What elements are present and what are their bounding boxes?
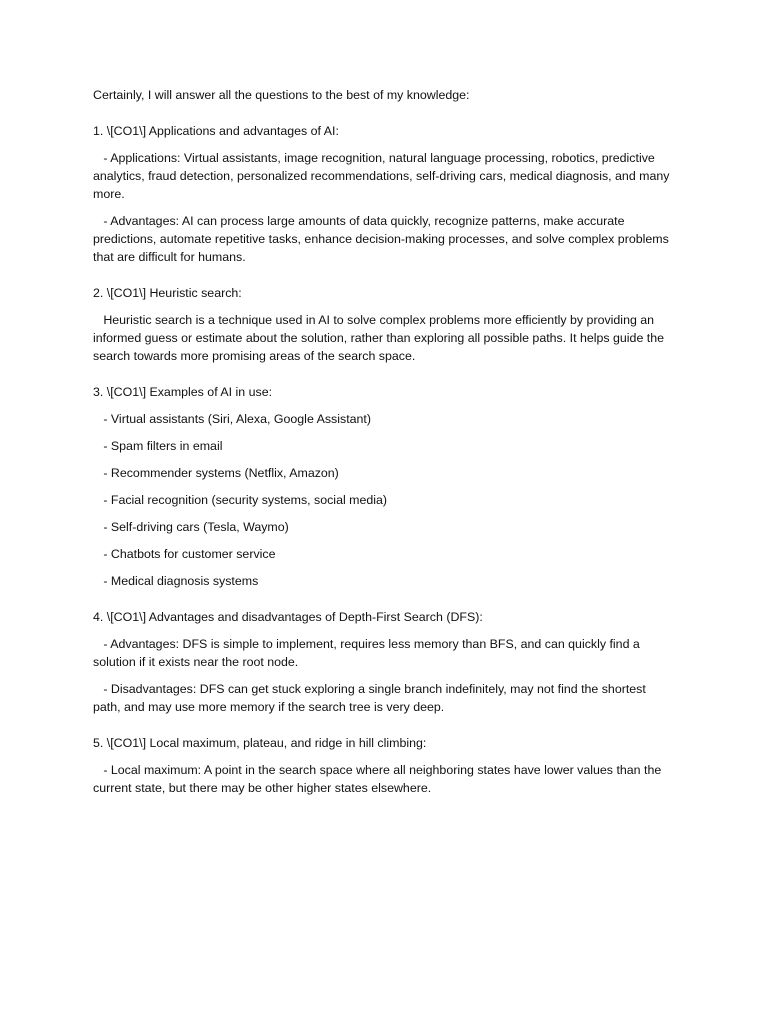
section-3 [93,383,673,590]
section-2 [93,284,673,365]
section-heading: 5. \[CO1\] Local maximum, plateau, and ridge in hill climbing: [93,736,427,750]
section-paragraph: - Advantages: AI can process large amounts of data quickly, recognize patterns, make accurate predictions, automate repetitive tasks, enhance decision-making processes, and solve complex problems that are difficult for humans. [93,214,673,264]
section-4 [93,608,673,716]
document-page [93,86,673,815]
list-item: - Self-driving cars (Tesla, Waymo) [93,520,289,534]
list-item: - Spam filters in email [93,439,223,453]
list-item: - Recommender systems (Netflix, Amazon) [93,466,339,480]
section-paragraph: Heuristic search is a technique used in AI to solve complex problems more efficiently by providing an informed guess or estimate about the solution, rather than exploring all possible paths. It helps guide the search towards more promising areas of the search space. [93,313,668,363]
section-paragraph: - Local maximum: A point in the search space where all neighboring states have lower values than the current state, but there may be other higher states elsewhere. [93,763,665,795]
section-paragraph: - Disadvantages: DFS can get stuck exploring a single branch indefinitely, may not find the shortest path, and may use more memory if the search tree is very deep. [93,682,650,714]
list-item: - Virtual assistants (Siri, Alexa, Google Assistant) [93,412,371,426]
section-5 [93,734,673,797]
list-item: - Facial recognition (security systems, social media) [93,493,388,507]
section-1 [93,122,673,266]
section-heading: 2. \[CO1\] Heuristic search: [93,286,242,300]
section-paragraph: - Advantages: DFS is simple to implement, requires less memory than BFS, and can quickly find a solution if it exists near the root node. [93,637,644,669]
list-item: - Medical diagnosis systems [93,574,259,588]
section-paragraph: - Applications: Virtual assistants, image recognition, natural language processing, robotics, predictive analytics, fraud detection, personalized recommendations, self-driving cars, medical diagnosis, and many more. [93,151,673,201]
section-heading: 3. \[CO1\] Examples of AI in use: [93,385,273,399]
section-heading: 1. \[CO1\] Applications and advantages of AI: [93,124,339,138]
section-heading: 4. \[CO1\] Advantages and disadvantages of Depth-First Search (DFS): [93,610,483,624]
intro-text: Certainly, I will answer all the questions to the best of my knowledge: [93,88,470,102]
list-item: - Chatbots for customer service [93,547,276,561]
